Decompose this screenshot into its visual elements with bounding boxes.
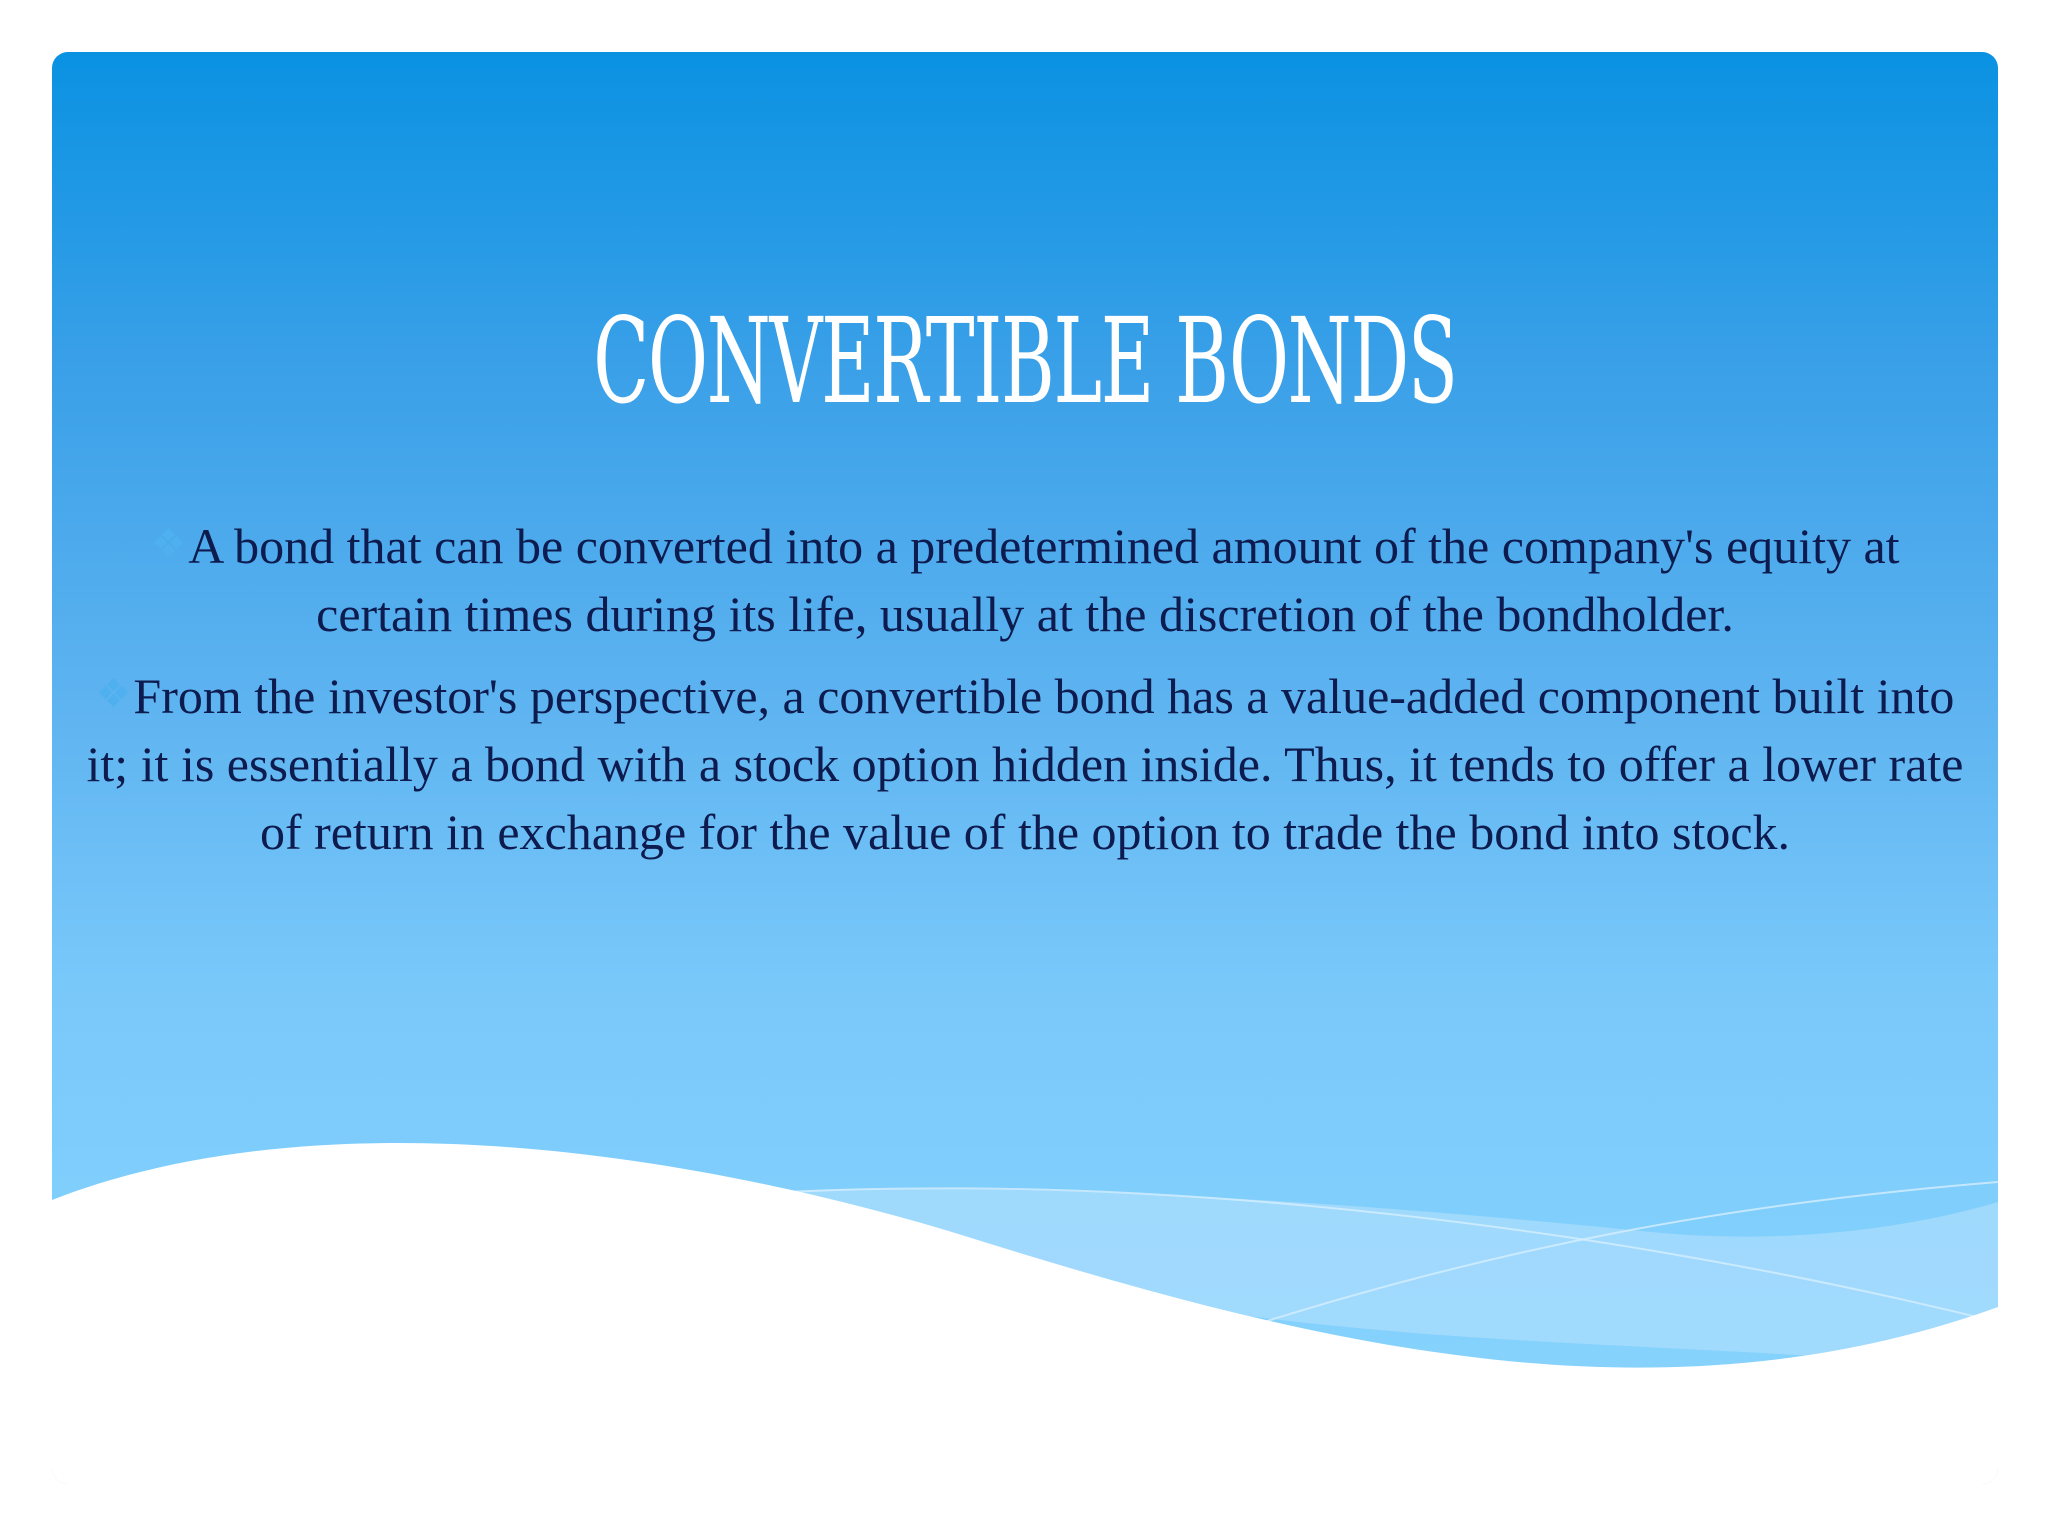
diamond-bullet-icon: ❖: [95, 671, 132, 716]
bullet-text: A bond that can be converted into a predetermined amount of the company's equity at certain times during its life, usually at the discretion of the bondholder.: [188, 518, 1900, 642]
slide-body: [82, 510, 1968, 878]
bullet-text: From the investor's perspective, a convertible bond has a value-added component built into it; it is essentially a bond with a stock option hidden inside. Thus, it tends to offer a lower rate of return in exchange for the value of the option to trade the bond into stock.: [86, 668, 1964, 860]
diamond-bullet-icon: ❖: [150, 521, 187, 566]
bullet-item: [82, 660, 1968, 866]
slide-title: CONVERTIBLE BONDS: [593, 292, 1457, 430]
slide: [52, 52, 1998, 1484]
bullet-item: [82, 510, 1968, 648]
